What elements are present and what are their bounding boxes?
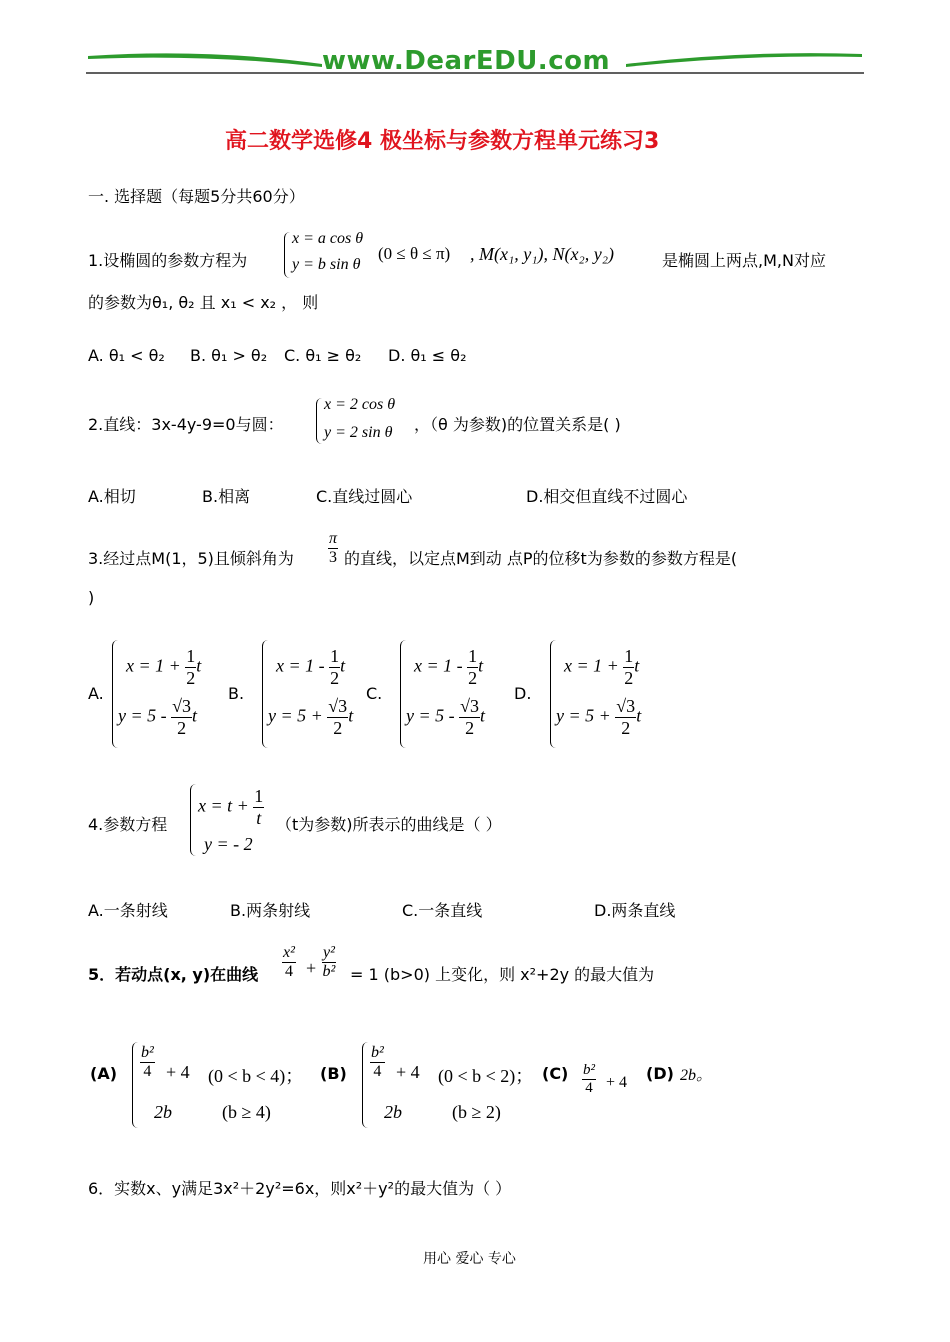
q3-angle-den: 3: [329, 549, 337, 566]
q3-c-y-frac: [459, 696, 480, 739]
q3-d-x-t: t: [634, 655, 640, 676]
q4-x-frac: [253, 786, 264, 829]
q1-line2: 的参数为θ₁, θ₂ 且 x₁ < x₂ ， 则: [88, 293, 319, 312]
q1-brace: [284, 232, 291, 278]
q5-b-l2: 2b: [384, 1102, 402, 1122]
q5-option-a-brace: [132, 1042, 139, 1128]
q5-a-frac-den: 4: [143, 1063, 152, 1080]
q5-c-frac-num: b²: [583, 1062, 595, 1078]
q3-c-x-num: 1: [468, 646, 478, 666]
q3-d-y-frac: [615, 696, 636, 739]
q3-a-y-frac: [171, 696, 192, 739]
q5-frac2-den: b²: [322, 963, 336, 980]
q2-suffix: ，（θ 为参数)的位置关系是( ): [414, 415, 621, 434]
q2-sys-line2: y = 2 sin θ: [324, 424, 393, 441]
q3-b-x-frac: [329, 646, 340, 689]
q3-angle-fraction: [328, 530, 338, 567]
q3-option-b-y: [268, 696, 353, 739]
q3-option-c-x: [414, 646, 483, 689]
q1-points: , M(x₁, y₁), N(x₂, y₂): [470, 244, 614, 264]
q5-a-l1-rest: + 4: [166, 1062, 190, 1082]
q5-option-c-label[interactable]: (C): [542, 1064, 569, 1083]
q5-option-b-label[interactable]: (B): [320, 1064, 347, 1083]
q3-option-a-label[interactable]: A.: [88, 684, 104, 703]
q5-option-b-brace: [362, 1042, 369, 1128]
q3-option-d-label[interactable]: D.: [514, 684, 532, 703]
q3-d-y-t: t: [636, 705, 642, 726]
q3-c-x-t: t: [478, 655, 484, 676]
q5-option-d: 2b。: [680, 1067, 713, 1084]
q4-prefix: 4.参数方程: [88, 815, 168, 834]
q3-b-y-frac: [327, 696, 348, 739]
q2-prefix: 2.直线：3x-4y-9=0与圆：: [88, 415, 284, 434]
q3-line2: ): [88, 588, 95, 607]
q1-option-d[interactable]: D. θ₁ ≤ θ₂: [388, 346, 467, 365]
q3-b-x-expr: x = 1 -: [276, 655, 330, 676]
q5-b-frac-den: 4: [373, 1063, 382, 1080]
q3-option-a-y: [118, 696, 197, 739]
q4-x-expr: x = t +: [198, 795, 254, 816]
site-logo[interactable]: www.DearEDU.com: [322, 46, 611, 76]
q5-plus: +: [306, 958, 317, 978]
q5-c-frac: [582, 1062, 596, 1097]
q3-a-x-expr: x = 1 +: [126, 655, 186, 676]
q1-range: (0 ≤ θ ≤ π): [378, 244, 451, 263]
q1-option-c[interactable]: C. θ₁ ≥ θ₂: [284, 346, 362, 365]
q3-c-x-expr: x = 1 -: [414, 655, 468, 676]
q3-a-x-frac: [185, 646, 196, 689]
q3-b-y-expr: y = 5 +: [268, 705, 328, 726]
q5-frac1: [282, 944, 296, 981]
section-heading: 一. 选择题（每题5分共60分）: [88, 187, 305, 206]
q5-a-l1-cond: (0 < b < 4)；: [208, 1066, 304, 1086]
q2-option-c[interactable]: C.直线过圆心: [316, 487, 413, 506]
q3-d-y-den: 2: [621, 718, 631, 738]
q3-d-y-expr: y = 5 +: [556, 705, 616, 726]
q4-sys-line2: y = - 2: [204, 834, 253, 854]
q4-suffix: （t为参数)所表示的曲线是（ ）: [276, 815, 502, 834]
q3-b-x-den: 2: [330, 668, 340, 688]
q4-x-den: t: [256, 808, 262, 828]
q3-c-y-expr: y = 5 -: [406, 705, 460, 726]
q5-a-l2-cond: (b ≥ 4): [222, 1102, 271, 1122]
q3-b-x-t: t: [340, 655, 346, 676]
q5-frac1-den: 4: [284, 963, 293, 980]
q3-option-c-y: [406, 696, 485, 739]
q3-b-x-num: 1: [330, 646, 340, 666]
q3-d-x-den: 2: [624, 668, 634, 688]
q5-option-d-label[interactable]: (D): [646, 1064, 674, 1083]
q3-option-a-x: [126, 646, 201, 689]
q3-suffix: 的直线，以定点M到动 点P的位移t为参数的参数方程是(: [344, 549, 738, 568]
q2-option-b[interactable]: B.相离: [202, 487, 251, 506]
q5-prefix: 5．若动点(x, y)在曲线: [88, 965, 259, 984]
q1-prefix: 1.设椭圆的参数方程为: [88, 251, 248, 270]
q3-c-x-frac: [467, 646, 478, 689]
q2-option-d[interactable]: D.相交但直线不过圆心: [526, 487, 688, 506]
q4-option-a[interactable]: A.一条射线: [88, 901, 168, 920]
q3-a-x-num: 1: [186, 646, 196, 666]
q3-b-y-t: t: [348, 705, 354, 726]
q3-d-x-num: 1: [624, 646, 634, 666]
page-title: 高二数学选修4 极坐标与参数方程单元练习3: [225, 129, 660, 154]
q3-b-y-den: 2: [333, 718, 343, 738]
q3-a-x-den: 2: [186, 668, 196, 688]
q4-brace: [190, 784, 197, 856]
q3-a-y-t: t: [192, 705, 198, 726]
q1-sys-line2: y = b sin θ: [292, 256, 361, 273]
q5-option-a-label[interactable]: (A): [90, 1064, 118, 1083]
q3-d-x-expr: x = 1 +: [564, 655, 624, 676]
q5-b-l1-rest: + 4: [396, 1062, 420, 1082]
q4-option-b[interactable]: B.两条射线: [230, 901, 311, 920]
q4-sys-line1: [198, 786, 264, 829]
q2-sys-line1: x = 2 cos θ: [324, 396, 396, 413]
q5-b-frac: [370, 1044, 385, 1081]
q2-brace: [316, 398, 323, 444]
q4-option-c[interactable]: C.一条直线: [402, 901, 483, 920]
q3-a-y-num: √3: [172, 696, 192, 716]
q5-a-frac-num: b²: [141, 1044, 154, 1061]
q3-c-y-den: 2: [465, 718, 475, 738]
q5-frac1-num: x²: [283, 944, 295, 961]
q5-b-l2-cond: (b ≥ 2): [452, 1102, 501, 1122]
q5-a-l2: 2b: [154, 1102, 172, 1122]
q5-frac2-num: y²: [323, 944, 335, 961]
q3-a-x-t: t: [196, 655, 202, 676]
q5-c-frac-den: 4: [585, 1080, 593, 1096]
q3-d-y-num: √3: [616, 696, 636, 716]
q3-prefix: 3.经过点M(1，5)且倾斜角为: [88, 549, 294, 568]
q5-b-frac-num: b²: [371, 1044, 384, 1061]
q3-b-y-num: √3: [328, 696, 348, 716]
page-footer: 用心 爱心 专心: [423, 1251, 516, 1267]
q3-option-b-x: [276, 646, 345, 689]
q5-eq: = 1 (b>0) 上变化，则 x²+2y 的最大值为: [350, 965, 655, 984]
q3-option-b-label[interactable]: B.: [228, 684, 245, 703]
q1-suffix: 是椭圆上两点,M,N对应: [662, 251, 826, 270]
q4-option-d[interactable]: D.两条直线: [594, 901, 676, 920]
q3-d-x-frac: [623, 646, 634, 689]
q5-c-rest: + 4: [606, 1074, 628, 1091]
q3-angle-num: π: [329, 530, 338, 547]
q1-sys-line1: x = a cos θ: [292, 230, 364, 247]
q3-c-x-den: 2: [468, 668, 478, 688]
q1-option-a[interactable]: A. θ₁ < θ₂: [88, 346, 165, 365]
q4-x-num: 1: [254, 786, 264, 806]
q5-a-frac: [140, 1044, 155, 1081]
q6-text: 6．实数x、y满足3x²＋2y²=6x，则x²＋y²的最大值为（ ）: [88, 1179, 512, 1198]
q3-option-d-x: [564, 646, 639, 689]
q3-c-y-t: t: [480, 705, 486, 726]
q2-option-a[interactable]: A.相切: [88, 487, 136, 506]
q3-option-d-y: [556, 696, 641, 739]
q3-a-y-den: 2: [177, 718, 187, 738]
q3-c-y-num: √3: [460, 696, 480, 716]
q5-frac2: [322, 944, 336, 981]
q3-a-y-expr: y = 5 -: [118, 705, 172, 726]
q5-b-l1-cond: (0 < b < 2)；: [438, 1066, 534, 1086]
q1-option-b[interactable]: B. θ₁ > θ₂: [190, 346, 268, 365]
q3-option-c-label[interactable]: C.: [366, 684, 383, 703]
